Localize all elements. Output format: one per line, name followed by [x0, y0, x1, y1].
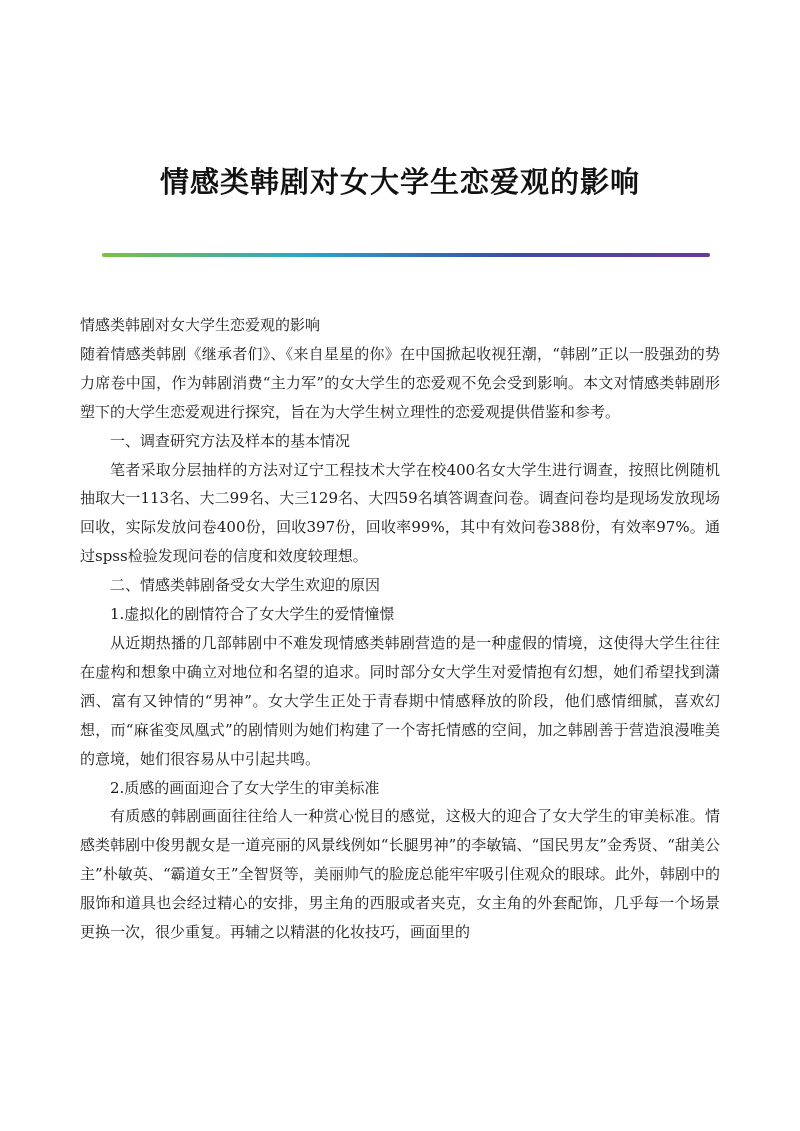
- body-paragraph: 2.质感的画面迎合了女大学生的审美标准: [110, 778, 380, 797]
- title-divider: [102, 253, 710, 257]
- body-paragraph: 二、情感类韩剧备受女大学生欢迎的原因: [110, 576, 381, 595]
- document-title: 情感类韩剧对女大学生恋爱观的影响: [159, 165, 640, 199]
- body-paragraph: 有质感的韩剧画面往往给人一种赏心悦目的感觉，这极大的迎合了女大学生的审美标准。情感类韩剧中俊男靓女是一道亮丽的风景线例如“长腿男神”的李敏镐、“国民男友”金秀贤、“甜美公主”朴敏英、“霸道女王”全智贤等，美丽帅气的脸庞总能牢牢吸引住观众的眼球。此外，韩剧中的服饰和道具也会经过精心的安排，男主角的西服或者夹克，女主角的外套配饰，几乎每一个场景更换一次，很少重复。再辅之以精湛的化妆技巧，画面里的: [80, 807, 720, 942]
- body-paragraph: 从近期热播的几部韩剧中不难发现情感类韩剧营造的是一种虚假的情境，这使得大学生往往在虚构和想象中确立对地位和名望的追求。同时部分女大学生对爱情抱有幻想，她们希望找到潇洒、富有又钟情的“男神”。女大学生正处于青春期中情感释放的阶段，他们感情细腻，喜欢幻想，而“麻雀变凤凰式”的剧情则为她们构建了一个寄托情感的空间，加之韩剧善于营造浪漫唯美的意境，她们很容易从中引起共鸣。: [80, 633, 720, 768]
- body-paragraph: 随着情感类韩剧《继承者们》、《来自星星的你》在中国掀起收视狂潮，“韩剧”正以一股强劲的势力席卷中国，作为韩剧消费“主力军”的女大学生的恋爱观不免会受到影响。本文对情感类韩剧形塑下的大学生恋爱观进行探究，旨在为大学生树立理性的恋爱观提供借鉴和参考。: [80, 344, 720, 421]
- document-body: [80, 311, 720, 947]
- body-paragraph: 笔者采取分层抽样的方法对辽宁工程技术大学在校400名女大学生进行调查，按照比例随机抽取大一113名、大二99名、大三129名、大四59名填答调查问卷。调查问卷均是现场发放现场回收，实际发放问卷400份，回收397份，回收率99%，其中有效问卷388份，有效率97%。通过spss检验发现问卷的信度和效度较理想。: [80, 460, 720, 566]
- body-paragraph: 一、调查研究方法及样本的基本情况: [110, 431, 351, 450]
- body-paragraph: 1.虚拟化的剧情符合了女大学生的爱情憧憬: [110, 605, 395, 624]
- document-subtitle: 情感类韩剧对女大学生恋爱观的影响: [80, 316, 321, 334]
